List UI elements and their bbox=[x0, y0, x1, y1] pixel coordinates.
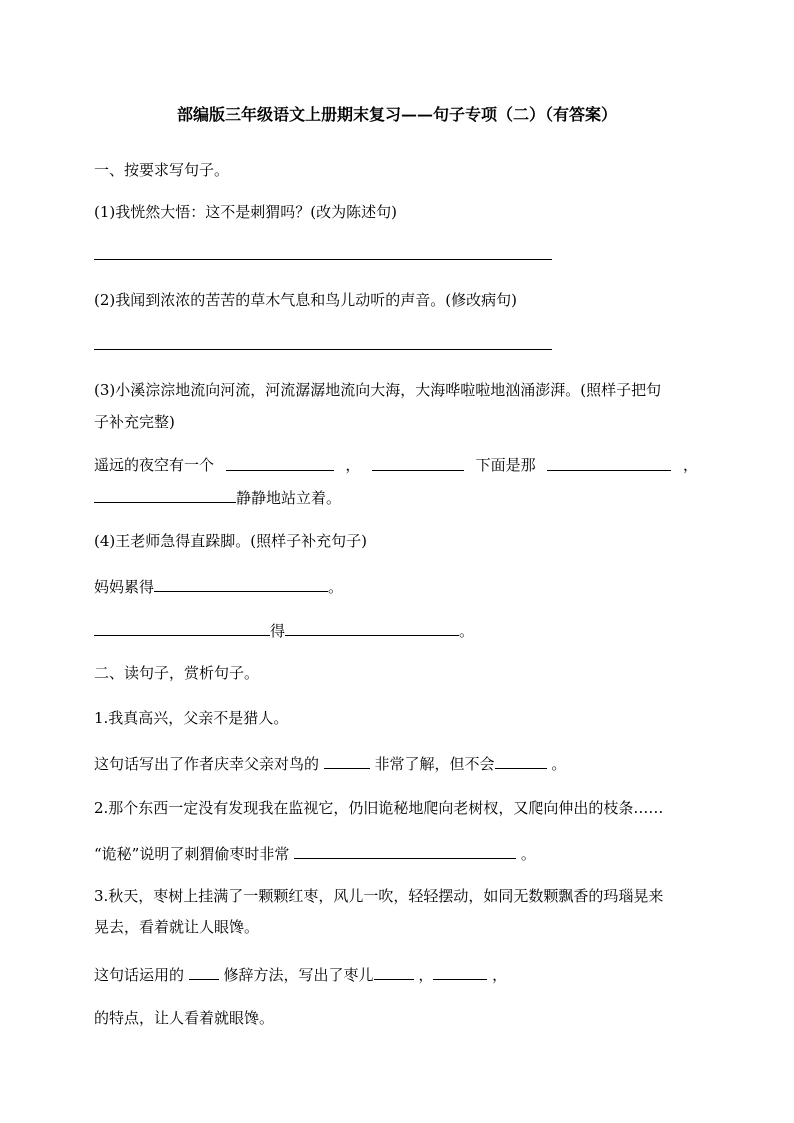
question-2: (2)我闻到浓浓的苦苦的草木气息和鸟儿动听的声音。(修改病句) bbox=[94, 291, 517, 309]
sentence-1-fill-row bbox=[94, 753, 566, 774]
question-3-fill-row bbox=[94, 455, 698, 475]
s2-blank-1[interactable] bbox=[294, 843, 516, 859]
s3-blank-1[interactable] bbox=[189, 964, 219, 980]
q3-blank-3[interactable] bbox=[547, 455, 671, 471]
q4-blank-2[interactable] bbox=[94, 620, 270, 636]
question-4: (4)王老师急得直跺脚。(照样子补充句子) bbox=[94, 532, 367, 550]
q4-text-a: 妈妈累得 bbox=[94, 578, 155, 596]
q4-blank-3[interactable] bbox=[285, 620, 459, 636]
q4-text-b-mid: 得 bbox=[270, 622, 286, 640]
q4-blank-1[interactable] bbox=[154, 576, 328, 592]
s1-text-c: 。 bbox=[546, 755, 567, 773]
q3-text-c: 下面是那 bbox=[475, 456, 536, 474]
section-2-heading: 二、读句子，赏析句子。 bbox=[94, 664, 260, 682]
q3-blank-2[interactable] bbox=[372, 455, 464, 471]
s3-text-c: ， bbox=[413, 966, 434, 984]
q3-text-b: ， bbox=[345, 456, 361, 474]
question-4-fill-row-1 bbox=[94, 576, 343, 597]
sentence-3-last: 的特点，让人看着就眼馋。 bbox=[94, 1009, 275, 1027]
q3-text-d: ， bbox=[682, 456, 698, 474]
s1-text-b: 非常了解，但不会 bbox=[369, 755, 495, 773]
question-3-line-1: (3)小溪淙淙地流向河流，河流潺潺地流向大海，大海哗啦啦地汹涌澎湃。(照样子把句 bbox=[94, 381, 662, 399]
answer-line-1[interactable] bbox=[94, 259, 552, 260]
s3-text-a: 这句话运用的 bbox=[94, 966, 189, 984]
s1-blank-2[interactable] bbox=[495, 753, 547, 769]
s3-blank-3[interactable] bbox=[433, 964, 487, 980]
question-4-fill-row-2 bbox=[94, 620, 474, 641]
sentence-2: 2.那个东西一定没有发现我在监视它，仍旧诡秘地爬向老树杈，又爬向伸出的枝条…… bbox=[94, 799, 664, 817]
q4-text-a-end: 。 bbox=[328, 578, 344, 596]
q3-blank-1[interactable] bbox=[226, 455, 334, 471]
page-title: 部编版三年级语文上册期末复习——句子专项（二）（有答案） bbox=[176, 105, 617, 124]
q4-text-b-end: 。 bbox=[459, 622, 475, 640]
s3-text-b: 修辞方法，写出了枣儿 bbox=[218, 966, 374, 984]
s2-text-a: “诡秘”说明了刺猬偷枣时非常 bbox=[94, 845, 295, 863]
q3-blank-4[interactable] bbox=[94, 487, 236, 503]
s1-text-a: 这句话写出了作者庆幸父亲对鸟的 bbox=[94, 755, 324, 773]
s2-text-b: 。 bbox=[516, 845, 536, 863]
s1-blank-1[interactable] bbox=[324, 753, 370, 769]
question-1: (1)我恍然大悟：这不是刺猬吗？(改为陈述句) bbox=[94, 203, 397, 221]
question-3-line-2: 子补充完整) bbox=[94, 413, 175, 431]
s3-blank-2[interactable] bbox=[374, 964, 414, 980]
sentence-3-fill-row bbox=[94, 964, 507, 985]
q3-text-a: 遥远的夜空有一个 bbox=[94, 456, 215, 474]
sentence-1: 1.我真高兴，父亲不是猎人。 bbox=[94, 709, 289, 727]
section-1-heading: 一、按要求写句子。 bbox=[94, 161, 230, 179]
q3-text-e: 静静地站立着。 bbox=[236, 489, 342, 507]
sentence-2-fill-row bbox=[94, 843, 536, 864]
answer-line-2[interactable] bbox=[94, 349, 552, 350]
sentence-3-line-1: 3.秋天，枣树上挂满了一颗颗红枣，风儿一吹，轻轻摆动，如同无数颗飘香的玛瑙晃来 bbox=[94, 887, 664, 905]
question-3-fill-row-2 bbox=[94, 487, 341, 508]
sentence-3-line-2: 晃去，看着就让人眼馋。 bbox=[94, 918, 260, 936]
s3-text-d: ， bbox=[487, 966, 508, 984]
